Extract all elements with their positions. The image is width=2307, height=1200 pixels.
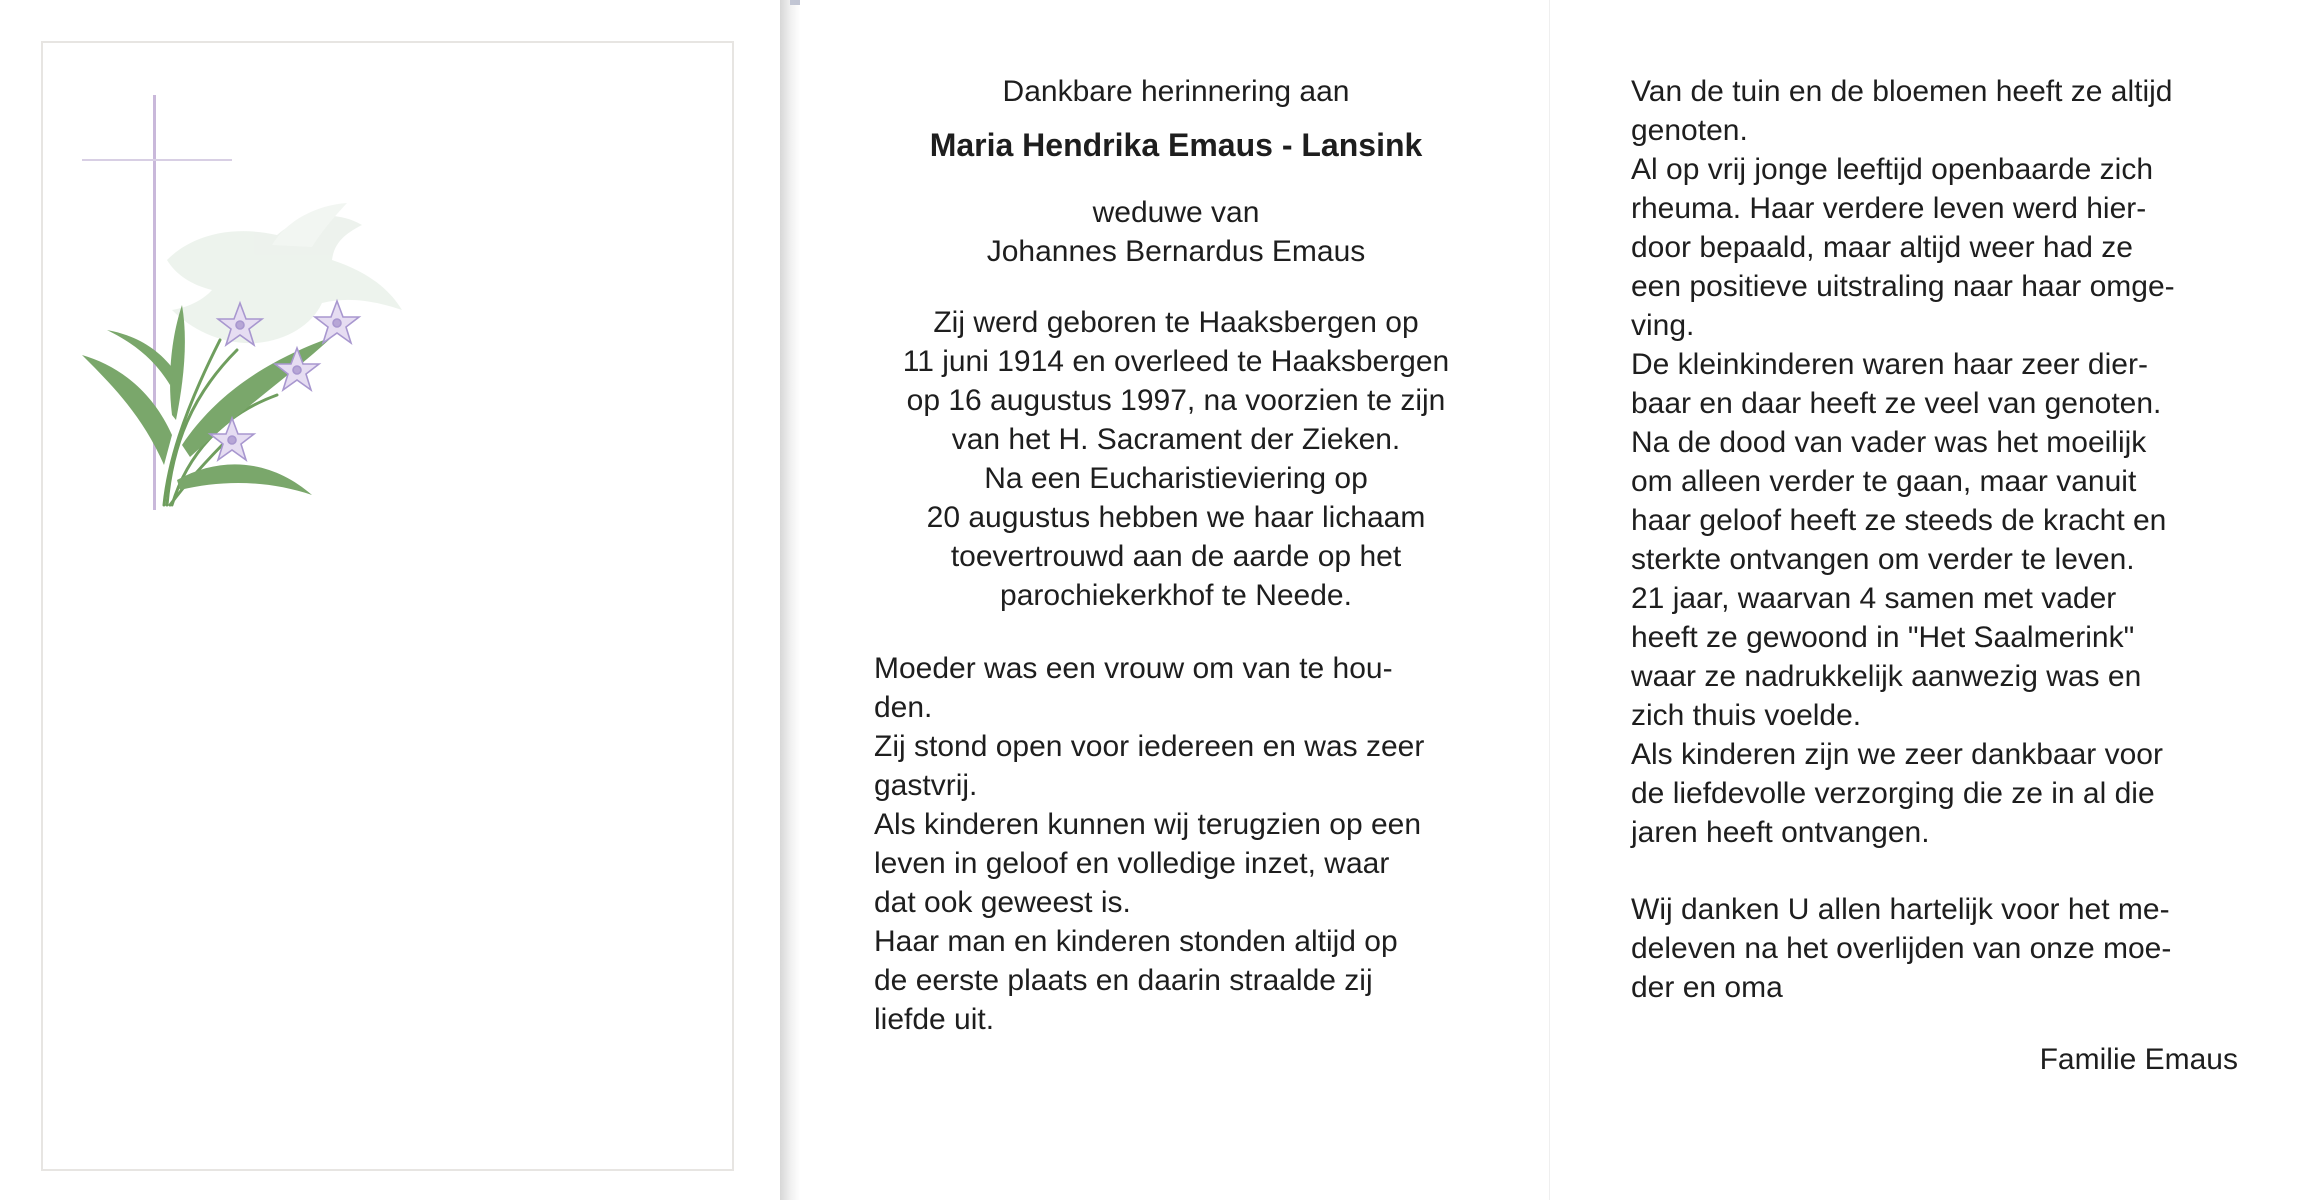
inner-left-text [874,72,1478,1039]
scan-shadow [780,0,800,1200]
tribute-paragraph: Als kinderen kunnen wij terugzien op een leven in geloof en volledige inzet, waar dat ook geweest is. [874,808,1422,919]
tribute-paragraph: Na de dood van vader was het moeilijk om alleen verder te gaan, maar vanuit haar geloof heeft ze steeds de kracht en sterkte ontvangen om verder te leven. [1631,426,2167,576]
cross-lily-illustration [72,85,432,525]
family-signature: Familie Emaus [2039,1043,2238,1076]
card-inner-right-panel [1550,0,2307,1200]
tribute-paragraph: Zij stond open voor iedereen en was zeer gastvrij. [874,730,1425,802]
inner-right-text [1631,72,2238,1079]
tribute-paragraph: Al op vrij jonge leeftijd openbaarde zich rheuma. Haar verdere leven werd hier- door bepaald, maar altijd weer had ze een positieve uitstraling naar haar omge- ving. [1631,153,2175,342]
tribute-paragraph: Haar man en kinderen stonden altijd op de eerste plaats en daarin straalde zij liefde uit. [874,925,1398,1036]
tribute-paragraph: Moeder was een vrouw om van te hou- den. [874,652,1393,724]
deceased-name: Maria Hendrika Emaus - Lansink [929,127,1423,163]
dove-icon [167,203,402,343]
thanks-paragraph: Wij danken U allen hartelijk voor het me- deleven na het overlijden van onze moe- der en oma [1631,893,2172,1004]
widow-of-line: weduwe van Johannes Bernardus Emaus [986,196,1366,268]
card-inner-left-panel [800,0,1550,1200]
card-front-panel [0,0,780,1200]
life-dates-paragraph: Zij werd geboren te Haaksbergen op 11 juni 1914 en overleed te Haaksbergen op 16 augustus 1997, na voorzien te zijn van het H. Sacrament der Zieken. Na een Eucharistieviering op 20 augustus hebben we haar lichaam toevertrouwd aan de aarde op het parochiekerkhof te Neede. [902,306,1450,612]
tribute-paragraph: 21 jaar, waarvan 4 samen met vader heeft ze gewoond in "Het Saalmerink" waar ze nadrukkelijk aanwezig was en zich thuis voelde. [1631,582,2142,732]
intro-line: Dankbare herinnering aan [1002,75,1350,108]
tribute-paragraph: Van de tuin en de bloemen heeft ze altijd genoten. [1631,75,2173,147]
tribute-paragraph: Als kinderen zijn we zeer dankbaar voor de liefdevolle verzorging die ze in al die jaren heeft ontvangen. [1631,738,2163,849]
tribute-paragraph: De kleinkinderen waren haar zeer dier- baar en daar heeft ze veel van genoten. [1631,348,2162,420]
